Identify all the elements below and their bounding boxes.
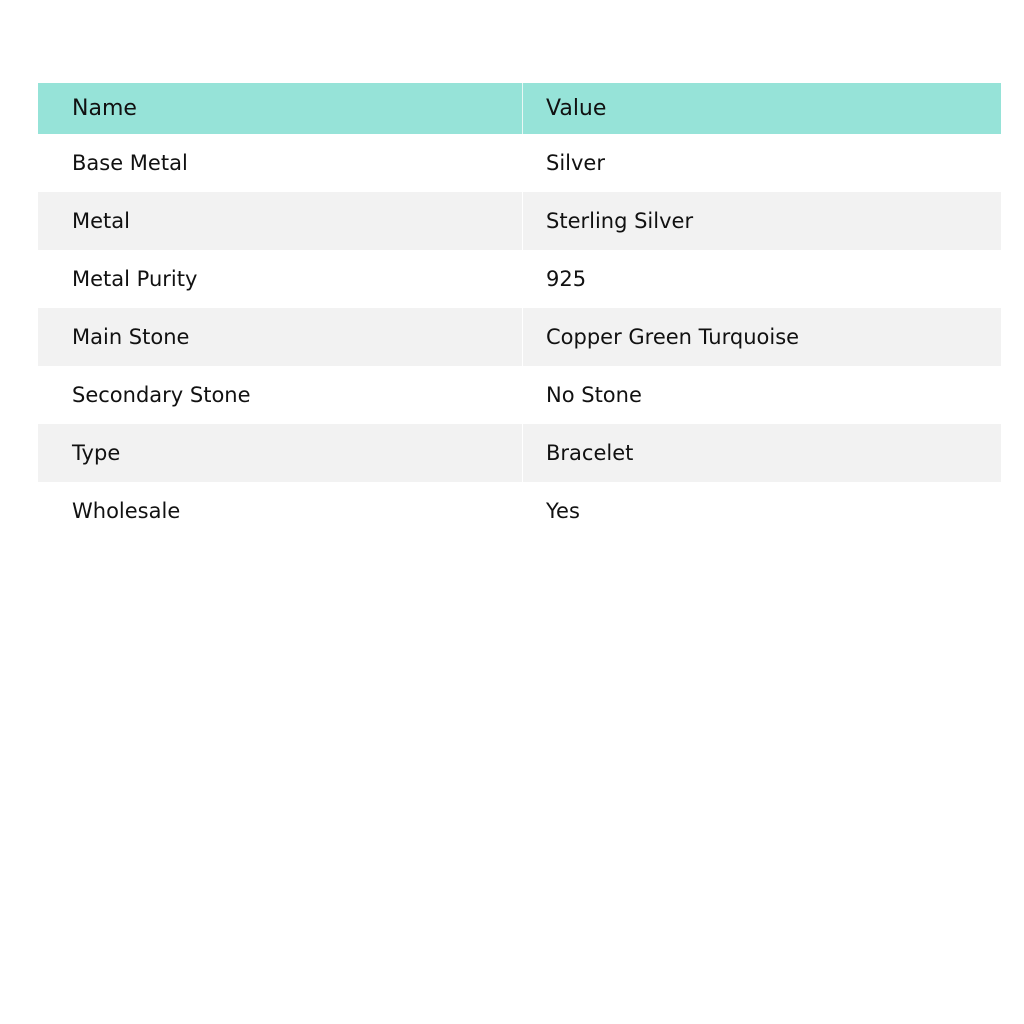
table-row [38, 192, 1001, 250]
table-row [38, 482, 1001, 540]
row-value-cell: Silver [546, 151, 605, 175]
table-row [38, 308, 1001, 366]
table-row [38, 134, 1001, 192]
table-row [38, 366, 1001, 424]
row-value-cell: Sterling Silver [546, 209, 694, 233]
row-name-cell: Secondary Stone [38, 366, 523, 424]
row-value-cell: Copper Green Turquoise [546, 325, 800, 349]
row-value-cell: Bracelet [546, 441, 634, 465]
row-value-cell: 925 [546, 267, 587, 291]
table-row [38, 250, 1001, 308]
row-value-cell: Yes [546, 499, 580, 523]
row-name-cell: Metal [38, 192, 523, 250]
row-value-cell: No Stone [546, 383, 642, 407]
row-name-cell: Main Stone [38, 308, 523, 366]
row-name-cell: Base Metal [38, 134, 523, 192]
attributes-table [38, 83, 1001, 540]
table-header-row [38, 83, 1001, 134]
row-name-cell: Wholesale [38, 482, 523, 540]
row-name-cell: Metal Purity [38, 250, 523, 308]
table-row [38, 424, 1001, 482]
row-name-cell: Type [38, 424, 523, 482]
column-header-name: Name [38, 83, 523, 134]
column-header-value: Value [546, 96, 607, 121]
